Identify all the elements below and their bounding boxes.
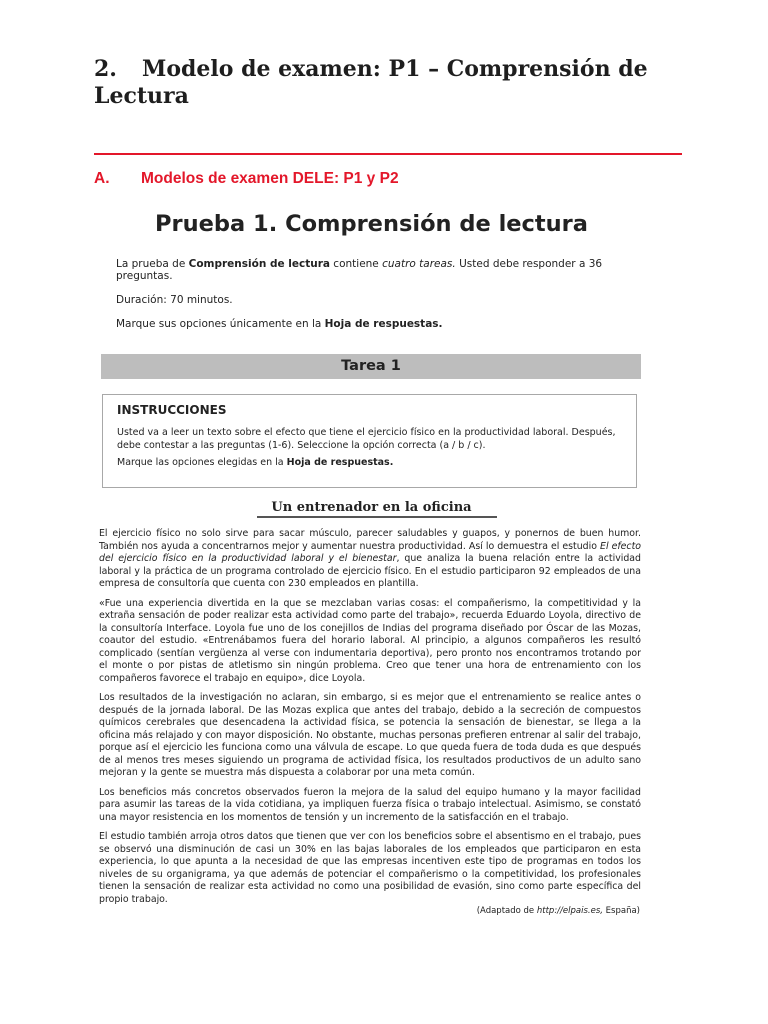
- source-text: (Adaptado de: [476, 906, 537, 916]
- article-source: [477, 906, 640, 916]
- article-paragraph-4: Los beneficios más concretos observados fueron la mejora de la salud del equipo humano y la mayor facilidad para asumir las tareas de la vida cotidiana, ya impliquen fuerza física o trabajo intelectual. Asimismo, se constató una mayor resistencia en los momentos de tensión y un incremento de la satisfacción en el trabajo.: [99, 786, 641, 823]
- article-body: [99, 528, 641, 913]
- instructions-mark: [117, 456, 622, 469]
- tarea-bar: Tarea 1: [101, 354, 641, 379]
- source-text-end: España): [602, 906, 640, 916]
- mark-instruction: [116, 318, 644, 330]
- article-paragraph-2: «Fue una experiencia divertida en la que se mezclaban varias cosas: el compañerismo, la competitividad y la extraña sensación de poder realizar esta actividad como parte del trabajo», recuerda Eduardo Loyola, directivo de la consultoría Interface. Loyola fue uno de los conejillos de Indias del programa diseñado por Óscar de las Mozas, coautor del estudio. «Entrenábamos fuera del horario laboral. Al principio, a algunos compañeros les resultó complicado (sentían vergüenza al verse con indumentaria deportiva), pero pronto nos encontramos trotando por el monte o por pistas de atletismo sin ningún problema. Creo que tener una hora de entrenamiento con los compañeros favorece el trabajo en equipo», dice Loyola.: [99, 597, 641, 684]
- section-heading: [94, 170, 399, 188]
- study-title: El efecto del ejercicio físico en la productividad laboral y el bienestar: [99, 540, 641, 564]
- intro-bold: Comprensión de lectura: [188, 258, 330, 270]
- instructions-mark-bold: Hoja de respuestas.: [286, 457, 394, 468]
- article-text: El ejercicio físico no solo sirve para sacar músculo, parecer saludables y guapos, y ponernos de buen humor. También nos ayuda a concentrarnos mejor y aumentar nuestra productividad. Así lo demuestra el estudio: [99, 528, 641, 552]
- intro-text-end: Usted debe responder a 36 preguntas.: [116, 258, 603, 282]
- mark-bold: Hoja de respuestas.: [324, 318, 443, 330]
- prueba-title: Prueba 1. Comprensión de lectura: [155, 211, 588, 237]
- article-title: Un entrenador en la oficina: [271, 500, 472, 515]
- article-text-cont: , que analiza la buena relación entre la actividad laboral y la práctica de un programa controlado de ejercicio físico. En el estudio participaron 92 empleados de una empresa de consultoría que cuenta con 230 empleados en plantilla.: [99, 553, 641, 589]
- intro-text: La prueba de: [116, 258, 189, 270]
- instructions-text: Usted va a leer un texto sobre el efecto que tiene el ejercicio físico en la productividad laboral. Después, debe contestar a las preguntas (1-6). Seleccione la opción correcta (a / b / c).: [117, 427, 616, 451]
- instructions-mark-text: Marque las opciones elegidas en la: [117, 457, 287, 468]
- page-heading: [94, 56, 684, 110]
- prueba-intro: [116, 258, 644, 330]
- source-link: http://elpais.es,: [536, 906, 603, 916]
- section-title: Modelos de examen DELE: P1 y P2: [141, 170, 399, 187]
- duration-text: Duración: 70 minutos.: [116, 294, 233, 306]
- heading-number: 2.: [94, 56, 117, 82]
- instructions-box: [102, 394, 637, 488]
- article-paragraph-3: Los resultados de la investigación no aclaran, sin embargo, si es mejor que el entrenamiento se realice antes o después de la jornada laboral. De las Mozas explica que antes del trabajo, debido a la secreción de compuestos químicos cerebrales que desencadena la actividad física, se potencia la sensación de bienestar, se llega a la oficina más relajado y con mayor disposición. No obstante, muchas personas prefieren entrenar al salir del trabajo, porque así el ejercicio les funciona como una válvula de escape. Lo que queda fuera de toda duda es que después de al menos tres meses siguiendo un programa de actividad física, los resultados productivos de un adulto sano mejoran y la gente se muestra más dispuesta a colaborar por una meta común.: [99, 692, 641, 778]
- exam-scan: [99, 208, 644, 916]
- intro-italic: cuatro tareas.: [382, 258, 456, 270]
- article-title-underline: [257, 516, 497, 518]
- section-letter: A.: [94, 170, 110, 187]
- heading-title: Modelo de examen: P1 – Comprensión de Lectura: [94, 56, 648, 109]
- instructions-header: INSTRUCCIONES: [117, 403, 227, 417]
- red-divider: [94, 153, 682, 155]
- intro-text-mid: contiene: [329, 258, 383, 270]
- article-paragraph-1: [99, 528, 641, 591]
- article-paragraph-5: El estudio también arroja otros datos que tienen que ver con los beneficios sobre el absentismo en el trabajo, pues se observó una disminución de casi un 30% en las bajas laborales de los empleados que participaron en esta experiencia, lo que apunta a la necesidad de que las empresas incentiven este tipo de programas en todos los niveles de su organigrama, ya que además de potenciar el compañerismo o la competitividad, los profesionales tienen la sensación de realizar esta actividad no como una posibilidad de evasión, sino como parte específica del propio trabajo.: [99, 831, 641, 905]
- mark-text: Marque sus opciones únicamente en la: [116, 318, 325, 330]
- intro-paragraph: [116, 258, 644, 282]
